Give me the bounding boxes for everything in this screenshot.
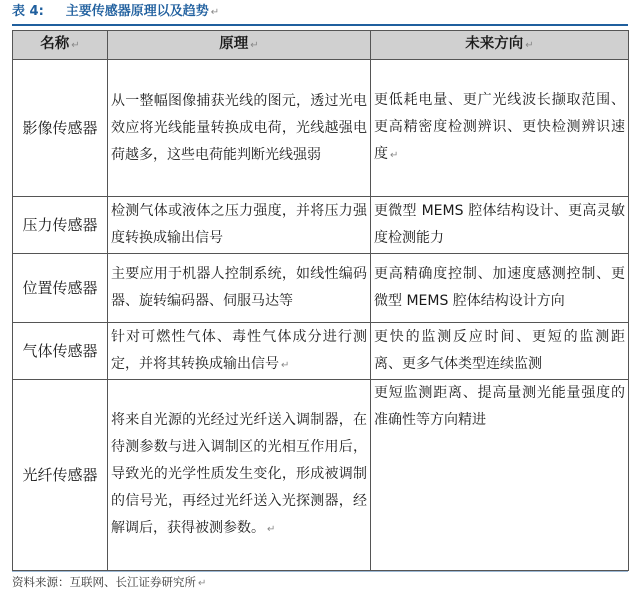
table-header-row bbox=[13, 31, 629, 60]
row-principle: 针对可燃性气体、毒性气体成分进行测定，并将其转换成输出信号 ↵ bbox=[108, 323, 371, 380]
source-divider bbox=[12, 571, 628, 572]
header-future: 未来方向 ↵ bbox=[371, 31, 629, 60]
row-name: 气体传感器 bbox=[13, 323, 108, 380]
row-future: 更快的监测反应时间、更短的监测距离、更多气体类型连续监测 bbox=[371, 323, 629, 380]
row-principle: 主要应用于机器人控制系统，如线性编码器、旋转编码器、伺服马达等 bbox=[108, 254, 371, 323]
header-name: 名称 ↵ bbox=[13, 31, 108, 60]
paragraph-mark-icon: ↵ bbox=[210, 7, 220, 18]
row-principle: 从一整幅图像捕获光线的图元，透过光电效应将光线能量转换成电荷，光线越强电荷越多，这些电荷能判断光线强弱 bbox=[108, 60, 371, 197]
header-principle: 原理 ↵ bbox=[108, 31, 371, 60]
table-row bbox=[13, 323, 629, 380]
table-row bbox=[13, 254, 629, 323]
sensor-table bbox=[12, 30, 629, 571]
row-name: 影像传感器 bbox=[13, 60, 108, 197]
caption-divider bbox=[12, 24, 628, 26]
row-principle: 将来自光源的光经过光纤送入调制器，在待测参数与进入调制区的光相互作用后，导致光的光学性质发生变化，形成被调制的信号光，再经过光纤送入光探测器，经解调后，获得被测参数。 ↵ bbox=[108, 380, 371, 571]
caption-number: 表 4: bbox=[12, 4, 44, 19]
row-name: 压力传感器 bbox=[13, 197, 108, 254]
row-future: 更低耗电量、更广光线波长撷取范围、更高精密度检测辨识、更快检测辨识速度 ↵ bbox=[371, 60, 629, 197]
row-future: 更高精确度控制、加速度感测控制、更微型 MEMS 腔体结构设计方向 bbox=[371, 254, 629, 323]
table-caption bbox=[12, 2, 219, 22]
table-row bbox=[13, 380, 629, 571]
row-name: 位置传感器 bbox=[13, 254, 108, 323]
caption-title: 主要传感器原理以及趋势 bbox=[65, 4, 209, 19]
table-row bbox=[13, 197, 629, 254]
row-future: 更短监测距离、提高量测光能量强度的准确性等方向精进 bbox=[371, 380, 629, 571]
table-row bbox=[13, 60, 629, 197]
row-future: 更微型 MEMS 腔体结构设计、更高灵敏度检测能力 bbox=[371, 197, 629, 254]
source-note: 资料来源：互联网、长江证券研究所 ↵ bbox=[12, 575, 207, 589]
row-principle: 检测气体或液体之压力强度，并将压力强度转换成输出信号 bbox=[108, 197, 371, 254]
row-name: 光纤传感器 bbox=[13, 380, 108, 571]
